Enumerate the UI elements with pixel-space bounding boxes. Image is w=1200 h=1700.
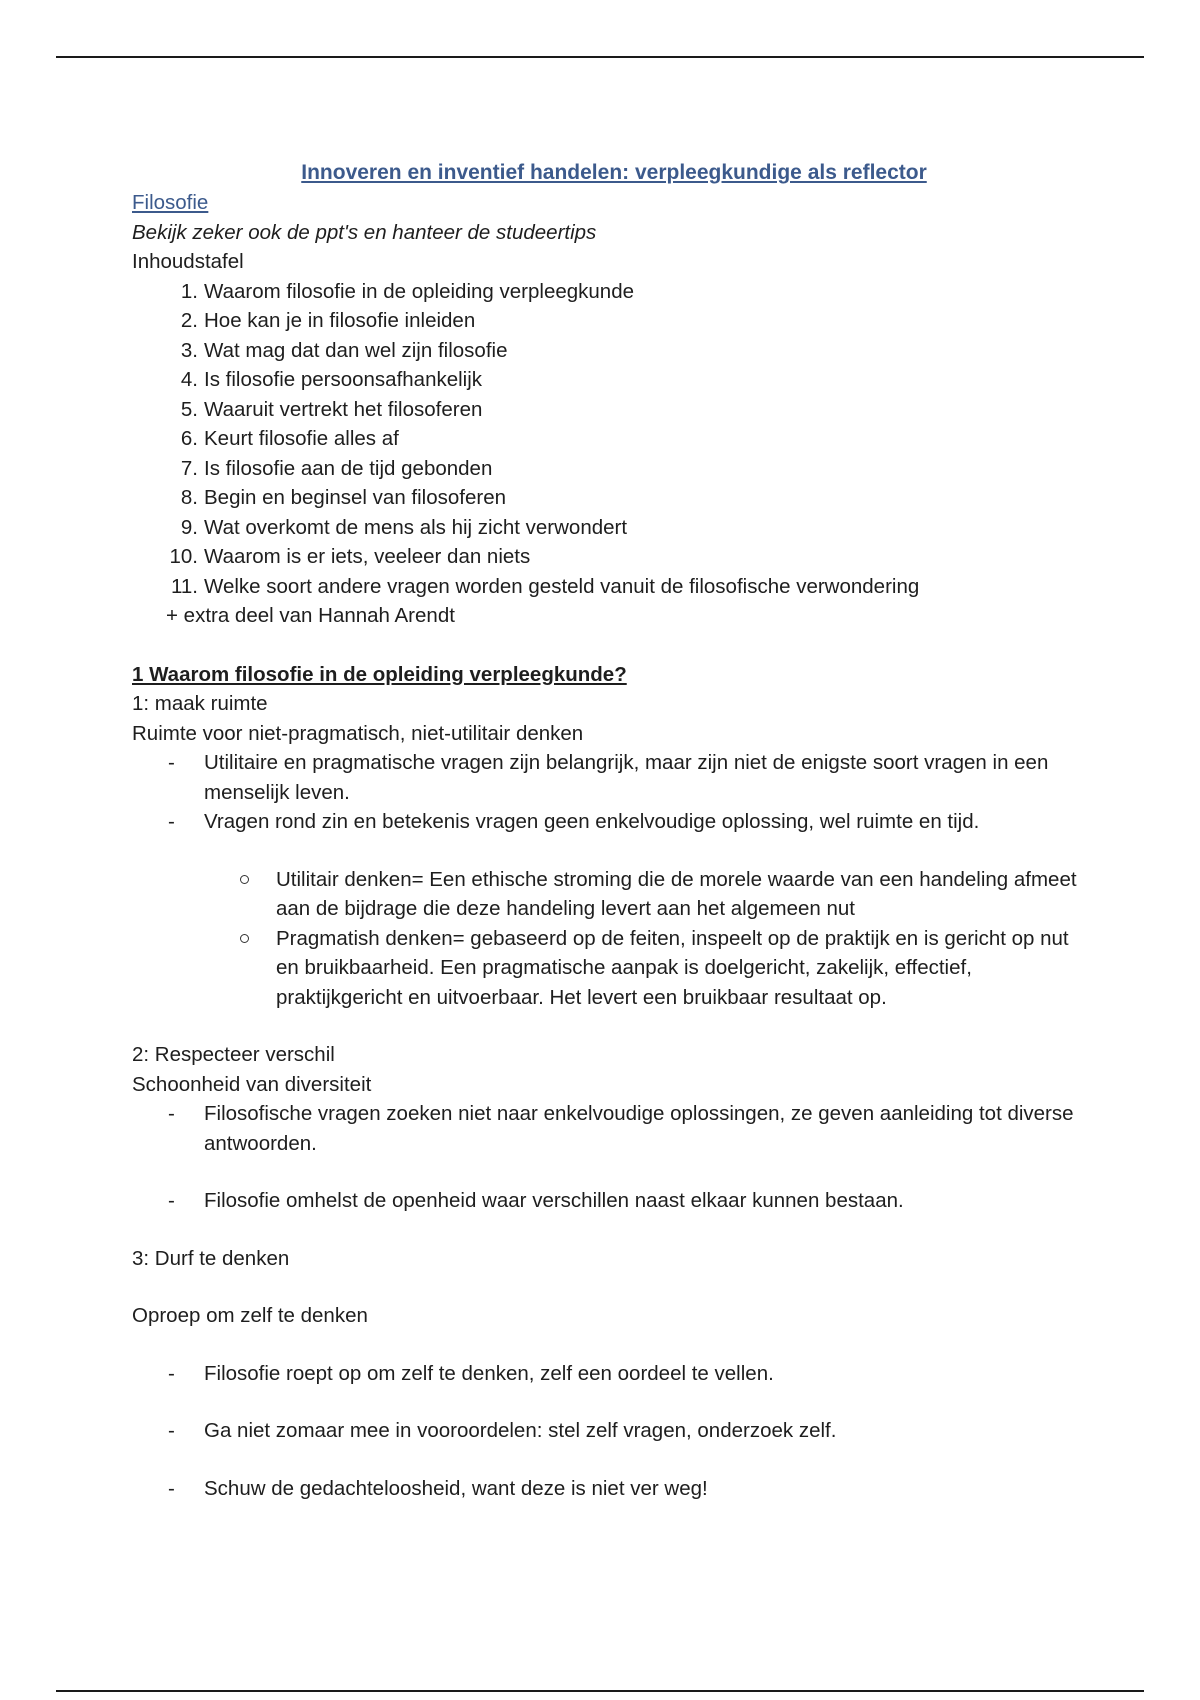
bullet-dash: -	[168, 1476, 175, 1500]
toc-item	[132, 483, 1092, 513]
toc-item-text: Begin en beginsel van filosoferen	[204, 486, 507, 509]
toc-item-number: 11.	[171, 574, 198, 598]
spacer	[132, 1331, 1092, 1359]
list-item	[132, 1474, 1092, 1504]
toc-item-number: 4.	[180, 368, 198, 391]
toc-item-text: Waarom is er iets, veeleer dan niets	[204, 545, 531, 568]
toc-item-number: 5.	[180, 397, 198, 421]
list-item-text: Utilitaire en pragmatische vragen zijn belangrijk, maar zijn niet de enigste soort vragen in een menselijk leven.	[204, 751, 1049, 804]
list-item-text: Pragmatish denken= gebaseerd op de feiten, inspeelt op de praktijk en is gericht op nut en bruikbaarheid. Een pragmatische aanpak is doelgericht, zakelijk, effectief, praktijkgericht en uitvoerbaar. Het levert een bruikbaar resultaat op.	[276, 926, 1069, 1009]
toc-item	[132, 572, 1092, 602]
bullet-dash: -	[168, 751, 175, 774]
spacer	[132, 1158, 1092, 1186]
toc-item-text: Hoe kan je in filosofie inleiden	[204, 309, 476, 332]
list-item	[132, 1359, 1092, 1389]
toc-item	[132, 395, 1092, 425]
bullet-list	[132, 1359, 1092, 1389]
toc-item-text: Waarom filosofie in de opleiding verpleegkunde	[204, 279, 634, 303]
subsection-title: 3: Durf te denken	[132, 1246, 290, 1270]
toc-item	[132, 306, 1092, 336]
toc-item	[132, 336, 1092, 366]
bullet-dash: -	[168, 1102, 175, 1125]
toc-item-text: Is filosofie persoonsafhankelijk	[204, 368, 483, 391]
list-item-text: Filosofie omhelst de openheid waar verschillen naast elkaar kunnen bestaan.	[204, 1189, 904, 1212]
list-item-text: Schuw de gedachteloosheid, want deze is niet ver weg!	[204, 1476, 708, 1500]
circle-bullet-icon	[240, 934, 249, 943]
spacer	[132, 1388, 1092, 1416]
subsection-title: 1: maak ruimte	[132, 692, 268, 715]
circle-bullet-icon	[240, 875, 249, 884]
toc-item	[132, 424, 1092, 454]
spacer	[132, 1446, 1092, 1474]
toc-item-number: 7.	[180, 456, 198, 480]
toc-item-number: 6.	[180, 427, 198, 450]
list-item	[132, 1099, 1092, 1158]
list-item-text: Vragen rond zin en betekenis vragen geen enkelvoudige oplossing, wel ruimte en tijd.	[204, 810, 980, 833]
spacer	[132, 1273, 1092, 1301]
toc-item-text: Welke soort andere vragen worden gesteld vanuit de filosofische verwondering	[204, 574, 920, 598]
list-item	[132, 807, 1092, 837]
toc-item-text: Waaruit vertrekt het filosoferen	[204, 397, 483, 421]
subsection-title: 2: Respecteer verschil	[132, 1043, 335, 1066]
document-body	[132, 158, 1092, 1503]
list-item	[132, 748, 1092, 807]
section-heading: 1 Waarom filosofie in de opleiding verpleegkunde?	[132, 662, 627, 686]
toc-item-text: Is filosofie aan de tijd gebonden	[204, 456, 493, 480]
spacer	[132, 1012, 1092, 1040]
toc-item-number: 3.	[180, 338, 198, 362]
list-item	[132, 865, 1092, 924]
toc-item-number: 10.	[169, 545, 198, 568]
subsection-subtitle: Schoonheid van diversiteit	[132, 1072, 372, 1096]
toc-item-number: 8.	[180, 486, 198, 509]
toc-item-number: 2.	[180, 309, 198, 332]
list-item	[132, 1186, 1092, 1216]
toc-item-text: Keurt filosofie alles af	[204, 427, 399, 450]
subsection-subtitle: Oproep om zelf te denken	[132, 1304, 368, 1327]
table-of-contents	[132, 277, 1092, 602]
list-item-text: Filosofie roept op om zelf te denken, zelf een oordeel te vellen.	[204, 1361, 774, 1385]
study-tip: Bekijk zeker ook de ppt's en hanteer de studeertips	[132, 220, 597, 244]
bullet-dash: -	[168, 1361, 175, 1385]
toc-item	[132, 365, 1092, 395]
bullet-dash: -	[168, 1189, 175, 1212]
bullet-list	[132, 1186, 1092, 1216]
spacer	[132, 1216, 1092, 1244]
bullet-list	[132, 1474, 1092, 1504]
toc-item	[132, 454, 1092, 484]
bullet-dash: -	[168, 810, 175, 833]
list-item-text: Filosofische vragen zoeken niet naar enkelvoudige oplossingen, ze geven aanleiding tot diverse antwoorden.	[204, 1102, 1074, 1155]
bullet-list	[132, 1099, 1092, 1158]
toc-extra: + extra deel van Hannah Arendt	[166, 604, 455, 627]
toc-item	[132, 542, 1092, 572]
footer-rule	[56, 1690, 1144, 1692]
subject-heading: Filosofie	[132, 191, 209, 214]
spacer	[132, 837, 1092, 865]
toc-item	[132, 277, 1092, 307]
toc-item-text: Wat overkomt de mens als hij zicht verwondert	[204, 515, 628, 539]
toc-item-number: 9.	[180, 515, 198, 539]
bullet-dash: -	[168, 1419, 175, 1442]
list-item	[132, 1416, 1092, 1446]
document-title: Innoveren en inventief handelen: verpleegkundige als reflector	[301, 161, 927, 184]
list-item	[132, 924, 1092, 1013]
header-rule	[56, 56, 1144, 58]
list-item-text: Ga niet zomaar mee in vooroordelen: stel zelf vragen, onderzoek zelf.	[204, 1419, 837, 1442]
bullet-list	[132, 748, 1092, 837]
toc-heading: Inhoudstafel	[132, 250, 244, 273]
bullet-list	[132, 1416, 1092, 1446]
toc-item-text: Wat mag dat dan wel zijn filosofie	[204, 338, 508, 362]
sub-bullet-list	[132, 865, 1092, 1013]
toc-item	[132, 513, 1092, 543]
list-item-text: Utilitair denken= Een ethische stroming die de morele waarde van een handeling afmeet aan de bijdrage die deze handeling levert aan het algemeen nut	[276, 867, 1077, 920]
toc-item-number: 1.	[180, 279, 198, 303]
subsection-subtitle: Ruimte voor niet-pragmatisch, niet-utilitair denken	[132, 721, 584, 745]
